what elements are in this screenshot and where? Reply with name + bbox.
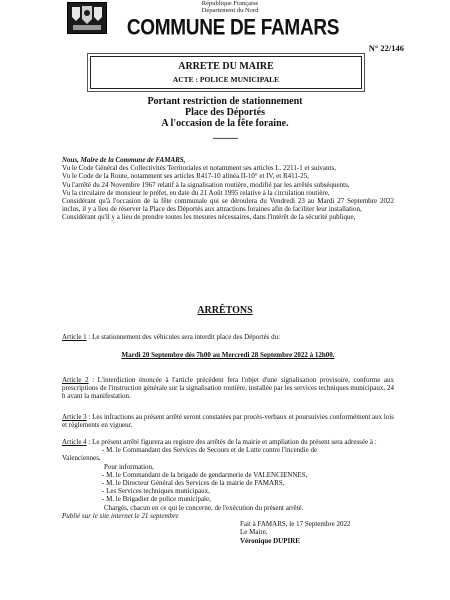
article-4-label: Article 4 bbox=[62, 438, 87, 446]
preamble-vu-2: Vu le Code de la Route, notamment ses articles R417-10 alinéa II-10° et IV, et R411-25, bbox=[62, 172, 309, 181]
subject-line-1: Portant restriction de stationnement bbox=[147, 96, 303, 107]
decree-subtitle: ACTE : POLICE MUNICIPALE bbox=[172, 75, 280, 84]
article-4-text: : Le présent arrêté figurera au registre des arrêtés de la mairie et ampliation du présent sera adressée à : bbox=[86, 438, 377, 446]
recipient-1-city: Valenciennes, bbox=[62, 454, 101, 463]
article-3-label: Article 3 bbox=[62, 413, 87, 421]
title-box bbox=[90, 56, 362, 89]
article-1-dates: Mardi 20 Septembre dès 7h00 au Mercredi 28 Septembre 2022 à 12h00. bbox=[121, 351, 335, 360]
publication-note: Publié sur le site internet le 21 septembre bbox=[62, 511, 179, 520]
article-1 bbox=[62, 333, 394, 359]
recipient-4: - Les Services techniques municipaux, bbox=[102, 487, 210, 496]
preamble-vu-3: Vu l'arrêté du 24 Novembre 1967 relatif à la signalisation routière, modifié par les arrêtés subséquents, bbox=[62, 180, 350, 189]
article-1-text: : Le stationnement des véhicules sera interdit place des Déportés du: bbox=[86, 333, 281, 341]
article-3 bbox=[62, 413, 394, 429]
recipient-5: - M. le Brigadier de police municipale, bbox=[102, 495, 211, 504]
recipient-3: - M. le Directeur Général des Services de la mairie de FAMARS, bbox=[102, 479, 285, 488]
recipient-1: - M. le Commandant des Services de Secours et de Lutte contre l'incendie de bbox=[102, 446, 318, 455]
preamble-considerant-2: Considérant qu'il y a lieu de prendre toutes les mesures nécessaires, dans l'intérêt de la sécurité publique, bbox=[62, 213, 356, 222]
department-label: Département du Nord bbox=[201, 7, 259, 14]
preamble-intro: Nous, Maire de la Commune de FAMARS, bbox=[62, 156, 186, 164]
preamble bbox=[62, 156, 394, 222]
subject-line-3: A l'occasion de la fête foraine. bbox=[161, 118, 289, 129]
execution-note: Chargés, chacun en ce qui le concerne, de l'exécution du présent arrêté. bbox=[104, 503, 304, 512]
decree-title: ARRETE DU MAIRE bbox=[178, 61, 274, 72]
article-4 bbox=[62, 438, 394, 520]
article-2-label: Article 2 bbox=[62, 376, 89, 384]
republic-label: République Française bbox=[201, 0, 259, 7]
article-1-label: Article 1 bbox=[62, 333, 87, 341]
decree-number: N° 22/146 bbox=[368, 43, 404, 53]
recipient-1-note: Pour information, bbox=[104, 462, 154, 471]
arretons-heading: ARRÊTONS bbox=[197, 305, 253, 316]
article-2-text: : L'interdiction énoncée à l'article précédent fera l'objet d'une signalisation provisoire, conforme aux prescriptions de l'instruction générale sur la signalisation routière, installée par les services techniques municipaux, 24 h avant la manifestation. bbox=[62, 376, 395, 401]
preamble-vu-1: Vu le Code Général des Collectivités Territoriales et notamment ses articles L. 2211-1 et suivants, bbox=[62, 164, 336, 173]
preamble-vu-4: Vu la circulaire de monsieur le préfet, en date du 21 Août 1995 relative à la circulation routière, bbox=[62, 188, 330, 197]
article-3-text: : Les infractions au présent arrêté seront constatées par procès-verbaux et poursuivies conformément aux lois et règlements en vigueur. bbox=[62, 413, 394, 430]
subject-line-2: Place des Déportés bbox=[185, 107, 265, 118]
decree-subject bbox=[60, 96, 390, 140]
coat-of-arms-icon bbox=[68, 3, 106, 33]
coat-of-arms-logo bbox=[67, 2, 107, 34]
recipient-2: - M. le Commandant de la brigade de gendarmerie de VALENCIENNES, bbox=[102, 470, 308, 479]
signature-block bbox=[240, 520, 410, 545]
signature-name: Véronique DUPIRE bbox=[240, 536, 300, 545]
commune-title: COMMUNE DE FAMARS bbox=[126, 16, 340, 41]
signature-role: Le Maire, bbox=[240, 528, 268, 537]
subject-separator: ______ bbox=[213, 129, 237, 140]
article-2 bbox=[62, 376, 394, 401]
signature-place-date: Fait à FAMARS, le 17 Septembre 2022 bbox=[240, 520, 351, 528]
preamble-considerant-1: Considérant qu'à l'occasion de la fête communale qui se déroulera du Vendredi 23 au Mardi 27 Septembre 2022 inclus, il y a lieu de réserver la Place des Déportés aux attractions foraines afin de faciliter leur installation, bbox=[62, 197, 394, 214]
